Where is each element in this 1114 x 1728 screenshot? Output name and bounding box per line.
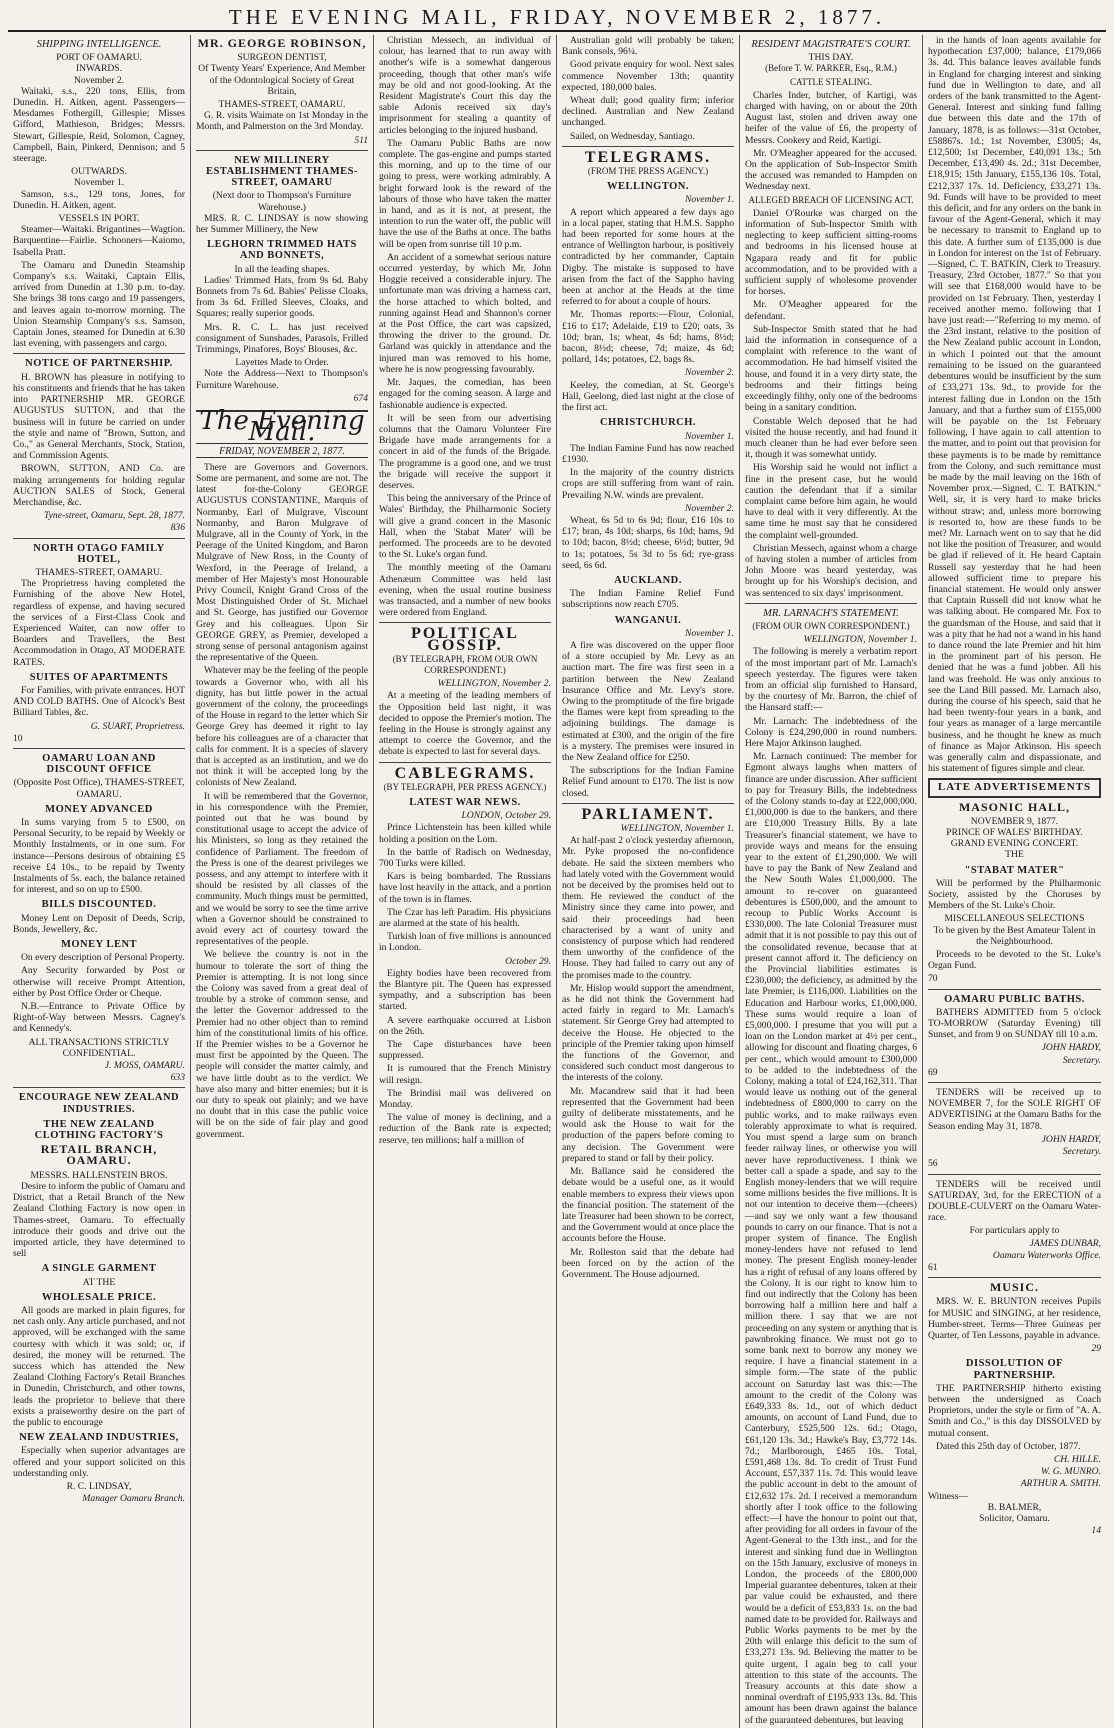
outwards-heading: OUTWARDS. — [71, 166, 127, 178]
dissolution-heading: DISSOLUTION OF PARTNERSHIP. — [965, 1358, 1064, 1381]
loan-nb: N.B.—Entrance to Private Office by Right-of-Way between Messrs. Cagney's and Kennedy's. — [13, 1001, 185, 1035]
vessels-text: Steamer—Waitaki. Brigantines—Wagtion. Barquentine—Fairlie. Schooners—Kaiomo, Isabella Pratt. — [13, 224, 185, 258]
dentist-text-2: G. R. visits Waimate on 1st Monday in the Month, and Palmerston on the 3rd Monday. — [196, 110, 368, 133]
hotel-signature: G. SUART, Proprietress. — [90, 720, 185, 732]
divider — [562, 803, 734, 804]
christchurch-paragraph: In the majority of the country districts crops are still suffering from want of rain. Prevailing N.W. winds are prevalent. — [562, 467, 734, 501]
late-advertisements-heading: LATE ADVERTISEMENTS — [928, 778, 1101, 797]
masonic-proceeds: Proceeds to be devoted to the St. Luke's Organ Fund. — [928, 949, 1101, 972]
tender-number: 56 — [928, 1158, 938, 1170]
editorial-paragraph: Whatever may be the feeling of the people towards a Governor who, with all his dignity, has but little power in the actual government of the colony, the proceedings of the House in regard to the letter which Sir George Grey has deemed it right to lay before his colleagues are of a character that calls for comment. It is a species of slavery that is accepted as an institution, and we do not think it will be accepted long by the colonists of New Zealand. — [196, 665, 368, 789]
cable-paragraph: In the battle of Radisch on Wednesday, 700 Turks were killed. — [379, 846, 551, 870]
auckland-paragraph: The Indian Famine Relief Fund subscriptions now reach £705. — [562, 588, 734, 611]
clothing-wholesale: WHOLESALE PRICE. — [41, 1291, 157, 1303]
divider — [379, 622, 551, 623]
wellington-heading: WELLINGTON. — [606, 181, 690, 193]
baths-signature-2: Secretary. — [1062, 1054, 1101, 1066]
millinery-text-4: Mrs. R. C. L. has just received consignment of Sunshades, Parasols, Frilled Trimmings, Pinafores, Boys' Blouses, &c. — [196, 321, 368, 356]
larnach-paragraph: Mr. Larnach: The indebtedness of the Colony is £24,290,000 in round numbers. Here Major Atkinson laughed. — [745, 715, 917, 749]
masonic-misc: MISCELLANEOUS SELECTIONS — [944, 913, 1085, 925]
local-paragraph: The Oamaru Public Baths are now complete. The gas-engine and pumps started this morning, and up to the time of our going to press, were working admirably. A bright forward look is the reward of the labours of those who have taken the matter in hand, and as it is not, at present, the intention to run the water off, the public will have the use of the Baths at once. The baths will be open from sunrise till 10 p.m. — [379, 137, 551, 250]
cable-paragraph: Prince Lichtenstein has been killed while holding a position on the Lom. — [379, 822, 551, 845]
hotel-suites-text: For Families, with private entrances. HOT AND COLD BATHS. One of Alcock's Best Billiard Tables, &c. — [13, 684, 185, 719]
divider — [13, 1087, 185, 1088]
political-gossip-date: WELLINGTON, November 2. — [437, 678, 551, 690]
divider — [928, 989, 1101, 990]
partnership-date: Tyne-street, Oamaru, Sept. 28, 1877. — [44, 510, 185, 522]
tender-text: TENDERS will be received up to NOVEMBER 7, for the SOLE RIGHT OF ADVERTISING at the Oamaru Baths for the Season ending May 31, 1878. — [928, 1087, 1101, 1132]
divider — [379, 762, 551, 763]
music-text: MRS. W. E. BRUNTON receives Pupils for MUSIC and SINGING, at her residence, Humber-street. Terms—Three Guineas per Quarter, of Ten Lessons, payable in advance. — [928, 1296, 1101, 1341]
wellington-paragraph: Keeley, the comedian, at St. George's Hall, Geelong, died last night at the close of the first act. — [562, 379, 734, 414]
tender-2-text: TENDERS will be received until SATURDAY, 3rd, for the ERECTION of a DOUBLE-CULVERT on the Oamaru Water-race. — [928, 1178, 1101, 1224]
masonic-date: NOVEMBER 9, 1877. — [970, 815, 1059, 827]
masonic-number: 70 — [928, 973, 938, 985]
baths-heading: OAMARU PUBLIC BATHS. — [944, 993, 1085, 1005]
local-paragraph: Mr. Jaques, the comedian, has been engaged for the coming season. A large and fashionable audience is expected. — [379, 377, 551, 411]
telegrams-heading: TELEGRAMS. — [584, 148, 712, 166]
larnach-sub: (FROM OUR OWN CORRESPONDENT.) — [752, 620, 910, 631]
cable-paragraph: The Cape disturbances have been suppressed. — [379, 1039, 551, 1062]
masonic-text: Will be performed by the Philharmonic Society, assisted by the Choruses by Members of the St. Luke's Choir. — [928, 877, 1101, 912]
loan-post: Any Security forwarded by Post or otherwise will receive Prompt Attention, either by Post Office Order or Cheque. — [13, 965, 185, 999]
christchurch-heading: CHRISTCHURCH. — [599, 417, 697, 429]
dissolution-signature: ARTHUR A. SMITH. — [1020, 1478, 1101, 1490]
inwards-heading: INWARDS. — [75, 63, 123, 75]
larnach-date: WELLINGTON, November 1. — [803, 634, 917, 646]
local-paragraph: An accident of a somewhat serious nature occurred yesterday, by which Mr. John Hoggie received a considerable injury. The unfortunate man was driving a harness cart, the horse attached to which bolted, and running against Head and Shannon's corner at the Post Office, the cart was capsized, throwing the driver to the ground. Dr. Garland was quickly in attendance and the injured man was removed to his home, where he is now progressing favourably. — [379, 251, 551, 375]
larnach-paragraph: The following is merely a verbatim report of the most important part of Mr. Larnach's speech yesterday. The figures were taken from an official slip furnished to Hansard, by the courtesy of Mr. Barron, the chief of the Hansard staff:— — [745, 646, 917, 714]
clothing-text: Desire to inform the public of Oamaru and District, that a Retail Branch of the New Zealand Clothing Factory is now open in Thames-street, Oamaru. To effectually introduce their goods and drive out the imported article, they have determined to sell — [13, 1180, 185, 1260]
masonic-the: THE — [1005, 849, 1024, 861]
wanganui-paragraph: The subscriptions for the Indian Famine Relief Fund amount to £170. The list is now closed. — [562, 765, 734, 799]
parliament-paragraph: Mr. Hislop would support the amendment, as he did not think the Government had acted fairly in regard to Mr. Larnach's statement. Sir George Grey had attempted to deceive the House. He objected to the principle of the Premier taking upon himself the functions of the Governor, and considered such conduct most dangerous to the interests of the colony. — [562, 982, 734, 1084]
millinery-hats: LEGHORN TRIMMED HATS AND BONNETS, — [207, 239, 357, 262]
cablegrams-heading: CABLEGRAMS. — [394, 764, 536, 782]
masonic-heading: MASONIC HALL, — [958, 799, 1070, 814]
wanganui-heading: WANGANUI. — [614, 614, 682, 626]
cable-paragraph: It is rumoured that the French Ministry will resign. — [379, 1063, 551, 1086]
masonic-stabat: "STABAT MATER" — [964, 864, 1065, 876]
column-5 — [740, 35, 923, 1728]
dissolution-date: Dated this 25th day of October, 1877. — [936, 1440, 1081, 1452]
telegrams-sub: (FROM THE PRESS AGENCY.) — [587, 166, 709, 177]
loan-number: 633 — [170, 1072, 185, 1084]
baths-number: 69 — [928, 1066, 938, 1078]
rm-breach-heading: ALLEGED BREACH OF LICENSING ACT. — [748, 194, 914, 205]
dissolution-text: THE PARTNERSHIP hitherto existing between the undersigned as Coach Proprietors, under the style or firm of "A. A. Smith and Co.," is this day DISSOLVED by mutual consent. — [928, 1382, 1101, 1439]
christchurch-paragraph: Wheat, 6s 5d to 6s 9d; flour, £16 10s to £17; bran, 4s 10d; sharps, 6s 10d; hams, 9d to 10d; bacon, 8½d; cheese, 6½d; butter, 9d to 1s; potatoes, 5s 3d to 5s 6d; rye-grass seed, 6s 6d. — [562, 514, 734, 571]
auckland-heading: AUCKLAND. — [614, 574, 682, 586]
millinery-heading: NEW MILLINERY ESTABLISHMENT THAMES-STREET, OAMARU — [206, 154, 358, 189]
local-paragraph: The monthly meeting of the Oamaru Athenæum Committee was held last evening, when the usual routine business was transacted, and a number of new books were ordered from England. — [379, 562, 551, 619]
christchurch-paragraph: The Indian Famine Fund has now reached £1930. — [562, 442, 734, 465]
wellington-date-2: November 2. — [684, 367, 734, 379]
cable-continued: Wheat dull; good quality firm; inferior declined. Australian and New Zealand unchanged. — [562, 95, 734, 129]
loan-bills-text: Money Lent on Deposit of Deeds, Scrip, Bonds, Jewellery, &c. — [13, 912, 185, 935]
tender-signature-2: Secretary. — [1062, 1146, 1101, 1158]
cable-continued: Australian gold will probably be taken; Bank consols, 96¼. — [562, 35, 734, 58]
newspaper-flag: The Evening Mail. — [196, 410, 368, 443]
parliament-paragraph: Mr. Macandrew said that it had been represented that the Government had been guilty of deliberate misstatements, and he would ask the House to wait for the production of the papers before coming to any decision. The Government were prepared to stand or fall by their policy. — [562, 1085, 734, 1164]
port-heading: PORT OF OAMARU. — [56, 52, 142, 64]
millinery-number: 674 — [353, 392, 368, 404]
millinery-text-2: In all the leading shapes. — [234, 263, 330, 275]
cable-paragraph: The Czar has left Paradim. His physicians are alarmed at the state of his health. — [379, 906, 551, 930]
masonic-prince: PRINCE OF WALES' BIRTHDAY. — [946, 827, 1083, 839]
shipping-heading: SHIPPING INTELLIGENCE. — [36, 39, 162, 50]
clothing-at: AT THE — [82, 1276, 116, 1288]
rm-paragraph: His Worship said he would not inflict a fine in the present case, but he would caution the defendant that if a similar complaint came before him again, he would have to deal with it very differently. At the same time he must say that he considered the complaint well-grounded. — [745, 462, 917, 541]
wellington-paragraph: A report which appeared a few days ago in a local paper, stating that H.M.S. Sappho had been reported for some hours at the entrance of Wellington harbour, is positively contradicted by her commander, Captain Digby. The mistake is supposed to have arisen from the fact of the Sappho having been at anchor at the Heads at the time referred to for about a couple of hours. — [562, 206, 734, 308]
rm-paragraph: Mr. O'Meagher appeared for the defendant. — [745, 299, 917, 322]
rm-cattle-heading: CATTLE STEALING. — [790, 76, 872, 87]
column-6 — [923, 35, 1106, 1728]
masonic-misc-text: To be given by the Best Amateur Talent in the Neighbourhood. — [933, 924, 1096, 947]
parliament-heading: PARLIAMENT. — [581, 805, 715, 823]
column-2 — [191, 35, 374, 1728]
hotel-subheading: THAMES-STREET, OAMARU. — [35, 566, 163, 578]
rm-paragraph: Mr. O'Meagher appeared for the accused. On the application of Sub-Inspector Smith the accused was remanded to Hampden on Wednesday next. — [745, 147, 917, 193]
loan-money-advanced: MONEY ADVANCED — [45, 803, 153, 815]
clothing-nzi: NEW ZEALAND INDUSTRIES, — [19, 1432, 179, 1444]
clothing-heading: THE NEW ZEALAND CLOTHING FACTORY'S — [34, 1118, 164, 1142]
hotel-number: 10 — [13, 732, 23, 744]
millinery-note: Note the Address—Next to Thompson's Furniture Warehouse. — [196, 368, 368, 391]
divider — [13, 353, 185, 354]
cable-paragraph: A severe earthquake occurred at Lisbon on the 26th. — [379, 1014, 551, 1037]
outwards-text: Samson, s.s., 129 tons, Jones, for Dunedin. H. Aitken, agent. — [13, 188, 185, 211]
tender-2-particulars: For particulars apply to — [969, 1225, 1060, 1237]
parliament-paragraph: At half-past 2 o'clock yesterday afternoon, Mr. Pyke proposed the no-confidence debate. He said the sixteen members who had lately voted with the Government would not be deceived by the promises held out to them. He reviewed the conduct of the Ministry since they came into power, and said their proceedings had been characterised by a want of unity and consistency of purpose which had rendered them unworthy of the confidence of the House. They had failed to carry out any of the promises made to the country. — [562, 835, 734, 981]
loan-subheading: (Opposite Post Office), THAMES-STREET, OAMARU. — [13, 777, 185, 800]
local-paragraph: This being the anniversary of the Prince of Wales' Birthday, the Philharmonic Society will give a grand concert in the Masonic Hall, when the 'Stabat Mater' will be performed. The proceeds are to be devoted to the St. Luke's organ fund. — [379, 493, 551, 561]
vessels-heading: VESSELS IN PORT. — [58, 213, 140, 225]
divider — [928, 1174, 1101, 1175]
christchurch-date-2: November 2. — [684, 502, 734, 514]
rm-paragraph: Constable Welch deposed that he had visited the house recently, and had found it much cleaner than he had ever before seen it, though it was somewhat untidy. — [745, 415, 917, 461]
vessels-note: The Oamaru and Dunedin Steamship Company's s.s. Waitaki, Captain Ellis, arrived from Dunedin at 1.30 p.m. to-day. She brings 38 tons cargo and 19 passengers, and leaves again to-morrow morning. The Union Steamship Company's s.s. Samson, Captain Jones, steamed for Dunedin at 6.30 last evening, with passengers and cargo. — [13, 259, 185, 350]
dissolution-signature: CH. HILLE. — [1053, 1453, 1101, 1465]
column-1 — [8, 35, 191, 1728]
cable-paragraph: Eighty bodies have been recovered from the Blantyre pit. The Queen has expressed sympathy, and a subscription has been started. — [379, 967, 551, 1013]
political-gossip-text: At a meeting of the leading members of the Opposition held last night, it was decided to oppose the Premier's motion. The feeling in the House is strongly against any attempt to coerce the Governor, and the debate is expected to last for several days. — [379, 690, 551, 758]
millinery-text-3: Ladies' Trimmed Hats, from 9s 6d. Baby Bonnets from 7s 6d. Babies' Pelisse Cloaks, from 3s 6d. Frilled Sleeves, Cloaks, and Squares; really superior goods. — [196, 274, 368, 320]
rm-before: (Before T. W. PARKER, Esq., R.M.) — [765, 63, 897, 74]
cablegrams-sub: (BY TELEGRAPH, PER PRESS AGENCY.) — [383, 781, 547, 792]
cable-paragraph: The Brindisi mail was delivered on Monday. — [379, 1087, 551, 1111]
columns — [8, 35, 1106, 1726]
inwards-text: Waitaki, s.s., 220 tons, Ellis, from Dunedin. H. Aitken, agent. Passengers—Mesdames Fothergill, Gillespie; Misses Gifford, Mathieson, Bridges; Messrs. Stewart, Gillespie, Reid, Solomon, Cagney, Campbell, Bain, Pinkerd, Dennison; and 5 steerage. — [13, 85, 185, 165]
editorial-paragraph: We believe the country is not in the humour to tolerate the sort of thing the Premier is attempting. It is not long since the Colony was saved from a great deal of trouble by a stroke of common sense, and the letter the Governor addressed to the Premier had no other object than to remind him of the constitutional limits of his office. If the Premier wishes to be a Governor he must first be appointed by the Queen. The people will consider the matter calmly, and we have little doubt as to the verdict. We have also many and bitter enemies; but it is our duty to speak out plainly; and we have no doubt that in this case the public voice will be on the side of fair play and good government. — [196, 949, 368, 1140]
column-4 — [557, 35, 740, 1728]
loan-bills: BILLS DISCOUNTED. — [41, 899, 157, 911]
cable-continued: Good private enquiry for wool. Next sales commence November 13th; quantity expected, 180,000 bales. — [562, 59, 734, 93]
divider — [13, 538, 185, 539]
column-3 — [374, 35, 557, 1728]
divider — [562, 146, 734, 147]
masonic-concert: GRAND EVENING CONCERT. — [950, 838, 1079, 850]
loan-money-lent: MONEY LENT — [60, 939, 138, 951]
wellington-date: November 1. — [684, 194, 734, 206]
tender-signature: JOHN HARDY, — [1041, 1133, 1101, 1145]
partnership-number: 836 — [170, 522, 185, 534]
divider — [928, 1082, 1101, 1083]
editorial-paragraph: There are Governors and Governors. Some are permanent, and some are not. The latest for-the-Colony GEORGE AUGUSTUS CONSTANTINE, Marquis of Normanby, Earl of Mulgrave, Viscount Normanby, and Baron Mulgrave of Mulgrave, all in the County of York, in the Peerage of the United Kingdom, and Baron Mulgrave of New Ross, in the County of Wexford, in the Peerage of Ireland, a member of Her Majesty's most Honourable Privy Council, Knight Grand Cross of the Most Distinguished Order of St. Michael and St. George, has justified our Governor Grey and his colleagues. Upon Sir GEORGE GREY, as Premier, developed a strong sense of personal antagonism against the representative of the Queen. — [196, 461, 368, 664]
rm-paragraph: Daniel O'Rourke was charged on the information of Sub-Inspector Smith with neglecting to keep sufficient sitting-rooms and bedrooms in his licensed house at Ngapara ready and fit for public accommodation, and to be provided with a sufficient supply of wholesome provender for horses. — [745, 207, 917, 298]
loan-heading: OAMARU LOAN AND DISCOUNT OFFICE — [42, 752, 156, 776]
divider — [928, 1277, 1101, 1278]
encourage-heading: ENCOURAGE NEW ZEALAND INDUSTRIES. — [18, 1092, 180, 1115]
dentist-heading: MR. GEORGE ROBINSON, — [197, 36, 367, 50]
divider — [13, 748, 185, 749]
masthead: THE EVENING MAIL, FRIDAY, NOVEMBER 2, 1877. — [8, 4, 1106, 32]
dissolution-witness-role: Solicitor, Oamaru. — [979, 1512, 1050, 1524]
clothing-signature: R. C. LINDSAY, — [66, 1480, 132, 1492]
local-paragraph: Christian Messech, an individual of colour, has learned that to run away with another's wife is a somewhat dangerous proceeding, though that other man's wife may be old and not good-looking. At the Resident Magistrate's Court this day the sable Adonis received six day's imprisonment for stealing a quantity of articles belonging to the injured husband. — [379, 35, 551, 136]
rm-paragraph: Charles Inder, butcher, of Kartigi, was charged with having, on or about the 20th August last, stolen and driven away one heifer of the value of £6, the property of Messrs. Cookery and Reid, Kartigi. — [745, 89, 917, 146]
political-gossip-sub: (BY TELEGRAPH, FROM OUR OWN CORRESPONDENT.) — [392, 653, 538, 675]
clothing-text-3: Especially when superior advantages are offered and your support solicited on this understanding only. — [13, 1445, 185, 1479]
larnach-heading: MR. LARNACH'S STATEMENT. — [763, 607, 899, 619]
loan-text: In sums varying from 5 to £500, on Personal Security, to be repaid by Weekly or Monthly Instalments, or in one sum. For instance—Persons desirous of obtaining £5 receive £4 10s., to be repaid by Twenty Instalments of 5s. each, the balance retained for interest, and so on up to £500. — [13, 817, 185, 896]
editorial-dateline: FRIDAY, NOVEMBER 2, 1877. — [196, 446, 368, 458]
loan-lent-text: On every description of Personal Property. — [21, 952, 185, 964]
millinery-subheading: (Next door to Thompson's Furniture Warehouse.) — [212, 190, 352, 213]
clothing-messrs: MESSRS. HALLENSTEIN BROS. — [30, 1169, 168, 1181]
millinery-text: MRS. R. C. LINDSAY is now showing her Summer Millinery, the New — [196, 212, 368, 236]
partnership-text: H. BROWN has pleasure in notifying to his constituents and friends that he has taken into PARTNERSHIP MR. GEORGE AUGUSTUS SUTTON, and that the business will in future be carried on under the style and name of "Brown, Sutton, and Co.," as General Merchants, Stock, Station, and Commission Agents. — [13, 371, 185, 462]
wanganui-paragraph: A fire was discovered on the upper floor of a store occupied by Mr. Levy as an auction mart. The fire was first seen in a partition between the New Zealand Insurance Office and Mr. Levy's store. Owing to the promptitude of the fire brigade the flames were kept from spreading to the adjoining buildings. The damage is estimated at £300, and the origin of the fire is a mystery. The premises were insured in the New Zealand office for £250. — [562, 639, 734, 763]
parliament-date: WELLINGTON, November 1. — [620, 823, 734, 834]
baths-signature: JOHN HARDY, — [1041, 1042, 1101, 1054]
rm-court-heading: RESIDENT MAGISTRATE'S COURT. — [751, 39, 911, 50]
tender-2-signature-2: Oamaru Waterworks Office. — [992, 1249, 1101, 1261]
parliament-paragraph: Mr. Ballance said he considered the debate would be a useful one, as it would enable members to express their views upon the financial position. The statement of the late Treasurer had been shown to be correct, and the Government would at once place the accounts before the House. — [562, 1166, 734, 1245]
rm-paragraph: Sub-Inspector Smith stated that he had laid the information in consequence of a complaint with reference to the want of accommodation. He had himself visited the house, and found it in a very dirty state, the bedrooms and their fittings being exceedingly filthy, only one of the bedrooms being in a sanitary condition. — [745, 323, 917, 414]
dissolution-number: 14 — [1091, 1525, 1101, 1537]
partnership-heading: NOTICE OF PARTNERSHIP. — [25, 358, 173, 370]
parliament-paragraph: Mr. Rolleston said that the debate had been forced on by the action of the Government. The House adjourned. — [562, 1246, 734, 1280]
cablegrams-date-2: October 29. — [505, 955, 551, 967]
wanganui-date: November 1. — [684, 627, 734, 639]
cablegrams-date: LONDON, October 29. — [461, 810, 551, 822]
music-heading: MUSIC. — [989, 1280, 1039, 1295]
christchurch-date: November 1. — [684, 430, 734, 442]
cable-paragraph: Turkish loan of five millions is announced in London. — [379, 931, 551, 954]
editorial-paragraph: It will be remembered that the Governor, in his correspondence with the Premier, pointed out that he was bound by constitutional usage to accept the advice of his Ministers, so long as they retained the confidence of Parliament. The freedom of the Press is one of the dearest privileges we possess, and any attempt to interfere with it should be resisted by all classes of the community. Much things must be permitted, and we would be sorry to see the time arrive when a Governor should be constrained to avoid every act of courtesy toward the representatives of the people. — [196, 790, 368, 948]
outwards-date: November 1. — [73, 177, 125, 189]
music-number: 29 — [1091, 1343, 1101, 1355]
larnach-continued: in the hands of loan agents available for hypothecation £37,000; balance, £179,066 3s. 4d. This balance leaves available funds in England for charging interest and sinking fund due in Wellington to date, and all orders of the bank transmitted to the Agent-General. Interest and sinking fund falling due between this date and the 17th of January, 1878, is as follows:—31st October, £58867s. 1d.; 1st November, £3005; 4s, £12,500; 1st December, £40,091 13s.; 5th December, £13,490 4s. 2d.; 31st December, £18,915; 15th January, £155,136 10s. Total, £212,337 17s. 1d. Deficiency, £33,271 13s. 9d. Funds will have to be provided to meet this deficit, and for any orders on the bank in favour of the Agent-General, which it may be necessary to transmit to England up to this date. A further sum of £135,000 is due in London for interest on the 1st of February.—Signed, C. T. BATKIN, Clerk to Treasury. Treasury, 23rd October, 1877." So that you will see that £168,000 would have to be provided on 1st February. Then, yesterday I received another memo. following that I have just read:—"Referring to my memo. of the 23rd instant, relative to the position of the New Zealand public account in London, in which I pointed out that the amount remaining to be issued on the guaranteed debentures would be insufficient by the sum of £33,271 13s. 9d., to provide for the interest falling due in London on the 15th January, and that a further sum of £155,000 will be payable on the 1st February following, I have again to call attention to the matter, and to point out that provision for these payments is to be made by remittance from the Colony, and such remittance must be made by the mail leaving on the 16th of November prox.—Signed, C. T. BATKIN." Well, sir, it is very hard to make bricks without straw; and, unless more borrowing is resorted to, how are these funds to be met? Mr. Larnach went on to say that he did not like the position of Treasurer, and would be glad if relieved of it. He heard Captain Russell say yesterday that he had been allowed sufficient time to prepare his financial statement. He would only answer that Captain Russell did not know what he was talking about. He compared Mr. Fox to the guardsman of the House, and said that it was a pity that he had not a wand in his hand to dance round the late Premier and hit him in the prominent part of his person. He denied that he was a fund jobber. All his land was freehold. He was only anxious to see the Land Bill passed. Mr. Larnach also, during the course of his speech, said that he had been twenty-four years in a bank, and four years as manager of a large mercantile business, and he thought he knew as much of finance as Major Atkinson. His speech was generally calm and dispassionate, and his statement of figures simple and clear. — [928, 35, 1101, 775]
clothing-single: A SINGLE GARMENT — [41, 1263, 157, 1275]
hotel-text: The Proprietress having completed the Furnishing of the above New Hotel, regardless of expense, and having secured the services of a First-Class Cook and Experienced Waiter, can now offer to Boarders and Travellers, the Best Accommodation in Otago, AT MODERATE RATES. — [13, 578, 185, 668]
divider — [196, 150, 368, 151]
loan-confidential: ALL TRANSACTIONS STRICTLY CONFIDENTIAL. — [28, 1036, 170, 1059]
dissolution-signature: W. G. MUNRO. — [1040, 1466, 1101, 1478]
clothing-signature-2: Manager Oamaru Branch. — [82, 1493, 185, 1505]
cable-paragraph: The value of money is declining, and a reduction of the Bank rate is expected; reserve, ten millions; half a million of — [379, 1112, 551, 1146]
tender-2-signature: JAMES DUNBAR, — [1029, 1237, 1101, 1249]
dissolution-witness-name: B. BALMER, — [987, 1501, 1042, 1513]
clothing-text-2: All goods are marked in plain figures, for net cash only. Any article purchased, and not approved, will be exchanged with the same courtesy with which it was sold; or, if desired, the money will be returned. The success which has attended the New Zealand Clothing Factory's Retail Branches in Dunedin, Christchurch, and other towns, leads the proprietor to believe that there exists a praiseworthy desire on the part of the public to encourage — [13, 1304, 185, 1428]
inwards-date: November 2. — [73, 74, 125, 86]
wellington-paragraph: Mr. Thomas reports:—Flour, Colonial, £16 to £17; Adelaide, £19 to £20; oats, 3s 10d; bran, 1s; wheat, 4s 6d; hams, 8½d; bacon, 8½d; cheese, 7d; maize, 4s 6d; pollard, 14s; potatoes, £2, bags 8s. — [562, 309, 734, 366]
dentist-number: 511 — [354, 134, 368, 146]
hotel-suites: SUITES OF APARTMENTS — [29, 671, 169, 683]
partnership-text-2: BROWN, SUTTON, AND Co. are making arrangements for holding regular AUCTION SALES of Stock, General Merchandise, &c. — [13, 463, 185, 508]
local-paragraph: It will be seen from our advertising columns that the Oamaru Volunteer Fire Brigade have made arrangements for a concert in aid of the funds of the Brigade. The programme is a good one, and we trust the brigade will receive the support it deserves. — [379, 412, 551, 491]
rm-paragraph: Christian Messech, against whom a charge of having stolen a number of articles from John Moore was heard yesterday, was brought up for his Worship's decision, and was sentenced to six days' imprisonment. — [745, 542, 917, 599]
larnach-paragraph: Mr. Larnach continued: The member for Egmont always laughs when matters of finance are under discussion. After sufficient to pay for Treasury Bills, the indebtedness of the Colony stands to-day at £22,000,000. £1,000,000 is due to the bankers, and there are £10,000 Treasury Bills. By a late Treasurer's financial statement, we have to provide ways and means for the ensuing year to the extent of £1,290,000. We will have to pay the Bank of New Zealand and the New South Wales £1,000,000. The amount to re-cover on guaranteed debentures is £500,000, and the amount to recoup to Public Works Account is £330,000. The late Colonial Treasurer must admit that it is not possible to pay this out of the consolidated revenue, because that at present cannot afford it. The deficiency on the Provincial liabilities estimates is £230,000; the deficiency, as admitted by the late Premier, is £116,000. Liabilities on the Education and Harbour works, £1,000,000. These sums would require a loan of £5,000,000. I presume that you will put a loan on the London market at 4½ per cent., allowing for discount and floating charges, 6 per cent., which would amount to £300,000 to be added to the indebtedness of the Colony, making a total of £24,162,311. That would leave us nothing out of the general indebtedness of £800,000 to carry on the public works, and to make railways even tolerably approximate to what is required. You must spend a large sum on branch feeder railway lines, or otherwise you will never have reproductiveness. I think we better call a spade a spade, and say to the English money-lenders that we will require some millions besides the five millions. It is not our intention to deceive them—(cheers)—and say we only want a few thousand pounds to carry on our finance. That is not a proper system of finance. The English money-lenders have not refused to lend money. The present English money-lender has a right of refusal of any loans offered by the Colony. It is our right to know him to find out indirectly that the Colony has been borrowing half a million here and half a million there. I say that we are not proceeding on any system or anything that is pawnbroking finance. We must not go to some bank next to borrow any money we require. I have a financial statement in a simple form.—The state of the public account on Saturday last was this:—The amount to the credit of the Colony was £649,333 8s. 1d., out of which deduct amounts, on account of Land Fund, due to Canterbury, £525,500 12s. 6d.; Otago, £61,120 13s. 3d.; Hawke's Bay, £3,772 14s. 7d.; Marlborough, £465 10s. Total, £591,468 13s. 8d. To credit of Trust Fund Account, £57,337 11s. 7d. This would leave the public account in debt to the amount of £12,632 17s. 2d. I received a memorandum shortly after I took office to the following effect:—I have the honour to point out that, after providing for all orders in favour of the Agent-General to the 13th inst., and for the interest and sinking fund due in Wellington on the 15th January, exclusive of moneys in London, the proceeds of the £800,000 Imperial guarantee debentures, taken at their par value could be exhausted, and there would be a deficit of £53,833 1s. on the bad named date to be provided for. Railways and Public Works payments to be met by the 20th will enlarge this deficit to the sum of £33,271 13s. 9d. Believing the matter to be quite urgent, I again beg to call your attention to this state of the accounts. The Treasury accounts at this date show a nominal overdraft of £195,933 13s. 8d. This amount has been drawn against the balance of the guaranteed debentures, but leaving — [745, 751, 917, 1726]
political-gossip-heading: POLITICAL GOSSIP. — [411, 625, 519, 654]
war-news-heading: LATEST WAR NEWS. — [409, 797, 521, 808]
divider — [745, 603, 917, 604]
millinery-text-5: Layettes Made to Order. — [235, 357, 329, 369]
clothing-subheading: RETAIL BRANCH, OAMARU. — [40, 1142, 158, 1168]
hotel-heading: NORTH OTAGO FAMILY HOTEL, — [33, 542, 165, 565]
rm-this-day: THIS DAY. — [808, 52, 854, 64]
dentist-subheading: SURGEON DENTIST, — [237, 52, 327, 64]
cable-continued: Sailed, on Wednesday, Santiago. — [570, 130, 695, 142]
dissolution-witness: Witness— — [928, 1490, 969, 1502]
cable-paragraph: Kars is being bombarded. The Russians have lost heavily in the attack, and a portion of the town is in flames. — [379, 871, 551, 905]
baths-text: BATHERS ADMITTED from 5 o'clock TO-MORROW (Saturday Evening) till Sunset, and from 9 on SUNDAY till 10 a.m. — [928, 1006, 1101, 1041]
loan-signature: J. MOSS, OAMARU. — [104, 1060, 185, 1072]
dentist-text: Of Twenty Years' Experience, And Member of the Odontological Society of Great Britain, — [198, 63, 366, 97]
dentist-street: THAMES-STREET, OAMARU. — [218, 99, 346, 111]
tender-2-number: 61 — [928, 1261, 938, 1273]
